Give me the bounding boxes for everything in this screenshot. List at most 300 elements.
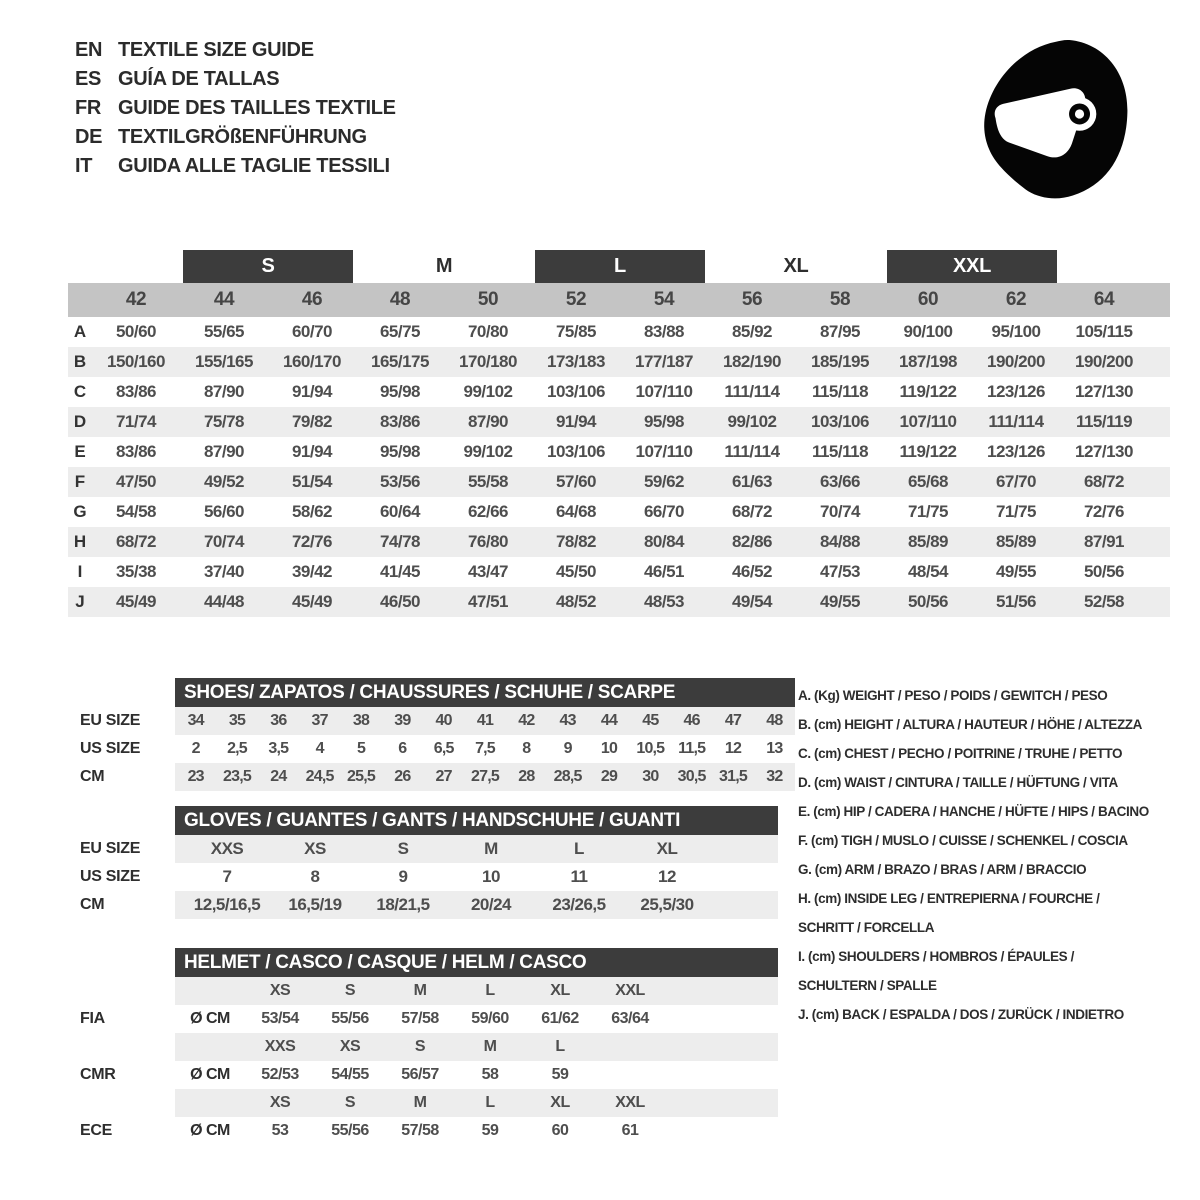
measurement-value: 48/54 (907, 562, 949, 581)
measurement-value: 68/72 (115, 532, 157, 551)
legend-line: B. (cm) HEIGHT / ALTURA / HAUTEUR / HÖHE / ALTEZZA (798, 717, 1142, 732)
glove-size-value: 8 (310, 867, 320, 886)
measurement-value: 103/106 (547, 442, 605, 461)
shoe-size-value: 13 (766, 740, 783, 757)
measurement-letter: I (77, 562, 83, 581)
measurement-value: 52/58 (1083, 592, 1125, 611)
measurement-value: 123/126 (987, 442, 1045, 461)
measurement-value: 111/114 (724, 382, 780, 401)
measurement-letter: F (74, 472, 86, 491)
measurement-value: 43/47 (467, 562, 509, 581)
helmet-value: 54/55 (331, 1066, 369, 1083)
measurement-value: 95/98 (379, 442, 421, 461)
measurement-value: 155/165 (195, 352, 253, 371)
shoe-size-value: 40 (435, 712, 452, 729)
language-code: IT (75, 155, 93, 177)
size-number: 44 (213, 289, 235, 310)
measurement-value: 50/60 (115, 322, 157, 341)
size-number: 42 (125, 289, 147, 310)
measurement-value: 83/86 (115, 382, 157, 401)
glove-size-row (175, 891, 778, 919)
measurement-value: 45/50 (555, 562, 597, 581)
measurement-row (68, 467, 1170, 497)
shoe-size-value: 24 (270, 768, 287, 785)
helmet-size-row (175, 977, 778, 1005)
measurement-value: 190/200 (1075, 352, 1133, 371)
measurement-row (68, 347, 1170, 377)
helmet-value: 53 (271, 1122, 289, 1139)
legend-line: J. (cm) BACK / ESPALDA / DOS / ZURÜCK / INDIETRO (798, 1007, 1124, 1022)
measurement-value: 115/118 (811, 382, 869, 401)
size-group-s: S (183, 250, 353, 283)
language-code: FR (75, 97, 102, 119)
glove-size-value: L (574, 839, 584, 858)
measurement-value: 91/94 (555, 412, 597, 431)
shoe-size-value: 45 (642, 712, 659, 729)
measurement-value: 173/183 (547, 352, 605, 371)
row-label: US SIZE (80, 868, 141, 885)
measurement-value: 90/100 (903, 322, 953, 341)
measurement-value: 71/75 (995, 502, 1037, 521)
measurement-row (68, 497, 1170, 527)
shoe-size-value: 8 (522, 740, 531, 757)
helmet-value: 59/60 (471, 1010, 509, 1027)
shoe-size-value: 35 (228, 712, 246, 729)
helmet-size: XS (269, 982, 291, 999)
legend-line: E. (cm) HIP / CADERA / HANCHE / HÜFTE / HIPS / BACINO (798, 804, 1149, 819)
measurement-value: 190/200 (987, 352, 1045, 371)
language-row (75, 94, 396, 123)
size-number: 46 (301, 289, 323, 310)
measurement-rows (68, 317, 1170, 617)
language-code: EN (75, 39, 103, 61)
helmet-value: 57/58 (401, 1010, 439, 1027)
measurement-letter: D (73, 412, 87, 431)
measurement-row (68, 527, 1170, 557)
empty-cell (175, 1089, 245, 1117)
row-label: EU SIZE (80, 712, 141, 729)
helmet-size: M (483, 1038, 497, 1055)
shoe-size-value: 6 (398, 740, 407, 757)
shoe-size-value: 3,5 (268, 740, 289, 757)
legend-line: H. (cm) INSIDE LEG / ENTREPIERNA / FOURCHE / (798, 891, 1100, 906)
language-code: ES (75, 68, 102, 90)
helmet-size-row (175, 1033, 778, 1061)
measurement-letter: B (73, 352, 87, 371)
measurement-value: 60/70 (291, 322, 333, 341)
shoe-size-value: 43 (559, 712, 576, 729)
size-number: 62 (1005, 289, 1027, 310)
shoe-size-value: 28 (518, 768, 535, 785)
racing-helmet-icon (972, 32, 1140, 206)
measurement-value: 107/110 (635, 442, 693, 461)
measurement-value: 45/49 (291, 592, 333, 611)
measurement-value: 185/195 (811, 352, 869, 371)
measurement-value: 103/106 (811, 412, 869, 431)
helmet-value: 61 (621, 1122, 639, 1139)
measurement-value: 80/84 (643, 532, 685, 551)
measurement-value: 85/92 (731, 322, 773, 341)
size-group-xxl: XXL (887, 250, 1057, 283)
measurement-value: 87/95 (819, 322, 861, 341)
standard-label: ECE (80, 1122, 112, 1139)
legend-line: F. (cm) TIGH / MUSLO / CUISSE / SCHENKEL / COSCIA (798, 833, 1128, 848)
row-label: CM (80, 768, 105, 785)
glove-size-value: 10 (482, 867, 500, 886)
measurement-value: 45/49 (115, 592, 157, 611)
measurement-value: 68/72 (1083, 472, 1125, 491)
helmet-size: XL (550, 982, 570, 999)
helmet-size: S (344, 1094, 356, 1111)
measurement-value: 37/40 (203, 562, 245, 581)
measurement-value: 47/50 (115, 472, 157, 491)
measurement-value: 71/74 (115, 412, 157, 431)
measurement-value: 160/170 (283, 352, 341, 371)
shoe-size-value: 29 (600, 768, 618, 785)
size-group-m: M (435, 255, 453, 277)
helmet-value: 55/56 (331, 1010, 369, 1027)
glove-size-row (175, 835, 778, 863)
measurement-value: 72/76 (291, 532, 333, 551)
shoe-size-row (175, 735, 795, 763)
glove-size-value: XS (304, 839, 326, 858)
measurement-value: 165/175 (371, 352, 429, 371)
legend-item (798, 681, 1170, 710)
measurement-value: 49/55 (995, 562, 1037, 581)
measurement-value: 87/90 (467, 412, 509, 431)
size-group-xl: XL (783, 255, 809, 277)
size-number: 64 (1093, 289, 1115, 310)
measurement-value: 83/88 (643, 322, 685, 341)
measurement-value: 91/94 (291, 382, 333, 401)
measurement-value: 54/58 (115, 502, 157, 521)
shoe-size-value: 11,5 (678, 740, 706, 757)
measurement-value: 58/62 (291, 502, 333, 521)
glove-size-value: XL (656, 839, 678, 858)
glove-size-value: XXS (210, 839, 244, 858)
measurement-value: 61/63 (731, 472, 773, 491)
shoe-size-value: 24,5 (305, 768, 334, 785)
measurement-row (68, 317, 1170, 347)
helmet-value: 60 (551, 1122, 569, 1139)
shoe-size-value: 5 (356, 740, 366, 757)
legend-item (798, 710, 1170, 739)
shoe-size-value: 44 (600, 712, 618, 729)
shoe-size-value: 34 (187, 712, 204, 729)
measurement-value: 74/78 (379, 532, 421, 551)
glove-size-value: M (484, 839, 498, 858)
measurement-legend (798, 681, 1170, 1029)
helmet-size: L (485, 1094, 495, 1111)
measurement-value: 85/89 (995, 532, 1037, 551)
size-number: 52 (565, 289, 587, 310)
shoe-size-value: 28,5 (553, 768, 582, 785)
legend-line: C. (cm) CHEST / PECHO / POITRINE / TRUHE / PETTO (798, 746, 1123, 761)
language-row (75, 123, 396, 152)
measurement-value: 123/126 (987, 382, 1045, 401)
size-number: 56 (741, 289, 763, 310)
glove-size-value: 7 (222, 867, 232, 886)
size-number-row (68, 283, 1170, 317)
helmet-value: 53/54 (261, 1010, 299, 1027)
standard-label: CMR (80, 1066, 116, 1083)
helmet-value-row (175, 1005, 778, 1033)
legend-line: SCHRITT / FORCELLA (798, 920, 935, 935)
measurement-value: 67/70 (995, 472, 1037, 491)
measurement-value: 64/68 (555, 502, 597, 521)
measurement-value: 70/74 (819, 502, 861, 521)
shoe-size-value: 25,5 (347, 768, 375, 785)
shoe-size-value: 30,5 (677, 768, 706, 785)
measurement-row (68, 377, 1170, 407)
glove-size-value: 12,5/16,5 (193, 895, 261, 914)
measurement-value: 99/102 (727, 412, 777, 431)
measurement-letter: H (73, 532, 87, 551)
legend-item (798, 797, 1170, 826)
measurement-value: 68/72 (731, 502, 773, 521)
measurement-value: 46/51 (643, 562, 685, 581)
diameter-unit-label: Ø CM (190, 1122, 230, 1139)
legend-line: D. (cm) WAIST / CINTURA / TAILLE / HÜFTUNG / VITA (798, 775, 1118, 790)
language-row (75, 152, 396, 181)
helmet-value: 55/56 (331, 1122, 369, 1139)
helmet-size: L (555, 1038, 565, 1055)
helmet-size: XL (550, 1094, 570, 1111)
helmet-value: 59 (551, 1066, 569, 1083)
measurement-value: 53/56 (379, 472, 421, 491)
measurement-value: 50/56 (907, 592, 949, 611)
helmet-size: XXS (264, 1038, 296, 1055)
measurement-value: 119/122 (899, 382, 957, 401)
measurement-value: 70/74 (203, 532, 245, 551)
glove-size-value: 12 (658, 867, 676, 886)
glove-size-value: 20/24 (470, 895, 512, 914)
measurement-value: 107/110 (899, 412, 957, 431)
measurement-value: 76/80 (467, 532, 509, 551)
measurement-value: 51/54 (291, 472, 333, 491)
legend-item (798, 1000, 1170, 1029)
helmet-size: XS (269, 1094, 291, 1111)
shoe-size-value: 38 (352, 712, 370, 729)
shoe-size-value: 47 (724, 712, 742, 729)
glove-size-value: 25,5/30 (640, 895, 694, 914)
row-label: EU SIZE (80, 840, 141, 857)
measurement-value: 170/180 (459, 352, 517, 371)
measurement-value: 49/54 (731, 592, 773, 611)
measurement-value: 49/55 (819, 592, 861, 611)
diameter-unit-label: Ø CM (190, 1010, 230, 1027)
measurement-value: 127/130 (1075, 382, 1133, 401)
shoe-size-value: 23 (187, 768, 204, 785)
size-group-l: L (535, 250, 705, 283)
measurement-value: 105/115 (1075, 322, 1133, 341)
measurement-value: 79/82 (291, 412, 333, 431)
measurement-letter: A (73, 322, 87, 341)
measurement-value: 57/60 (555, 472, 597, 491)
measurement-value: 99/102 (463, 382, 513, 401)
gloves-table-header: GLOVES / GUANTES / GANTS / HANDSCHUHE / GUANTI (175, 806, 778, 835)
language-titles (75, 36, 396, 181)
measurement-row (68, 557, 1170, 587)
measurement-value: 39/42 (291, 562, 333, 581)
measurement-value: 46/50 (379, 592, 421, 611)
shoe-size-value: 31,5 (719, 768, 747, 785)
shoe-size-value: 2 (191, 740, 200, 757)
measurement-value: 44/48 (203, 592, 245, 611)
glove-size-value: 16,5/19 (288, 895, 342, 914)
measurement-value: 78/82 (555, 532, 597, 551)
measurement-value: 70/80 (467, 322, 509, 341)
helmet-value: 52/53 (261, 1066, 299, 1083)
textile-size-table (68, 250, 1170, 617)
legend-line: G. (cm) ARM / BRAZO / BRAS / ARM / BRACCIO (798, 862, 1087, 877)
measurement-value: 72/76 (1083, 502, 1125, 521)
measurement-value: 187/198 (899, 352, 957, 371)
measurement-value: 103/106 (547, 382, 605, 401)
measurement-value: 115/119 (1075, 412, 1133, 431)
measurement-value: 71/75 (907, 502, 949, 521)
measurement-value: 91/94 (291, 442, 333, 461)
shoe-size-value: 30 (642, 768, 659, 785)
measurement-value: 75/85 (555, 322, 597, 341)
helmet-size: S (344, 982, 356, 999)
glove-size-value: S (397, 839, 409, 858)
helmet-value: 58 (481, 1066, 499, 1083)
measurement-value: 82/86 (731, 532, 773, 551)
helmet-value: 61/62 (541, 1010, 579, 1027)
legend-item (798, 855, 1170, 884)
diameter-unit-label: Ø CM (190, 1066, 230, 1083)
legend-item (798, 739, 1170, 768)
helmet-table-header: HELMET / CASCO / CASQUE / HELM / CASCO (175, 948, 778, 977)
measurement-letter: C (73, 382, 87, 401)
helmet-value: 56/57 (401, 1066, 439, 1083)
helmet-size: XXL (615, 1094, 645, 1111)
shoe-size-value: 27,5 (471, 768, 499, 785)
helmet-size: S (414, 1038, 426, 1055)
measurement-value: 87/90 (203, 442, 245, 461)
measurement-value: 177/187 (635, 352, 693, 371)
helmet-size: XS (339, 1038, 361, 1055)
language-title: TEXTILGRÖßENFÜHRUNG (118, 126, 367, 148)
size-number: 50 (477, 289, 499, 310)
measurement-value: 56/60 (203, 502, 245, 521)
measurement-value: 55/65 (203, 322, 245, 341)
shoe-size-value: 6,5 (433, 740, 454, 757)
empty-cell (175, 1033, 245, 1061)
measurement-letter: E (74, 442, 86, 461)
measurement-row (68, 587, 1170, 617)
measurement-value: 115/118 (811, 442, 869, 461)
language-title: GUIDE DES TAILLES TEXTILE (118, 97, 396, 119)
shoe-size-value: 42 (518, 712, 535, 729)
shoe-size-value: 26 (394, 768, 411, 785)
racing-helmet-icon-svg (972, 32, 1140, 206)
shoe-size-value: 10 (600, 740, 618, 757)
legend-line: I. (cm) SHOULDERS / HOMBROS / ÉPAULES / (798, 949, 1074, 964)
shoe-size-value: 2,5 (227, 740, 247, 757)
measurement-value: 95/98 (643, 412, 685, 431)
helmet-value: 59 (481, 1122, 499, 1139)
measurement-value: 95/98 (379, 382, 421, 401)
measurement-row (68, 407, 1170, 437)
standard-label: FIA (80, 1010, 105, 1027)
measurement-row (68, 437, 1170, 467)
helmet-value: 63/64 (611, 1010, 649, 1027)
legend-item (798, 826, 1170, 855)
size-number: 54 (653, 289, 675, 310)
legend-item (798, 884, 1170, 942)
measurement-value: 111/114 (724, 442, 780, 461)
glove-size-value: 18/21,5 (376, 895, 430, 914)
shoe-size-value: 32 (766, 768, 783, 785)
shoe-size-value: 41 (476, 712, 494, 729)
measurement-value: 87/91 (1083, 532, 1125, 551)
measurement-value: 84/88 (819, 532, 861, 551)
measurement-value: 65/75 (379, 322, 421, 341)
language-code: DE (75, 126, 103, 148)
legend-line: SCHULTERN / SPALLE (798, 978, 937, 993)
measurement-value: 59/62 (643, 472, 685, 491)
helmet-value-row (175, 1117, 778, 1145)
shoe-size-value: 12 (724, 740, 742, 757)
shoe-size-value: 23,5 (223, 768, 251, 785)
measurement-value: 50/56 (1083, 562, 1125, 581)
language-title: GUIDA ALLE TAGLIE TESSILI (118, 155, 390, 177)
measurement-value: 35/38 (115, 562, 157, 581)
shoe-size-value: 9 (563, 740, 572, 757)
glove-size-value: 23/26,5 (552, 895, 606, 914)
shoe-size-value: 37 (311, 712, 328, 729)
language-row (75, 36, 396, 65)
measurement-value: 66/70 (643, 502, 685, 521)
helmet-value-row (175, 1061, 778, 1089)
measurement-value: 62/66 (467, 502, 509, 521)
shoe-size-value: 4 (315, 740, 324, 757)
measurement-value: 83/86 (379, 412, 421, 431)
measurement-value: 41/45 (379, 562, 421, 581)
shoe-size-value: 7,5 (475, 740, 495, 757)
measurement-value: 99/102 (463, 442, 513, 461)
measurement-value: 55/58 (467, 472, 509, 491)
glove-size-row (175, 863, 778, 891)
size-number: 60 (917, 289, 939, 310)
empty-cell (175, 977, 245, 1005)
measurement-value: 150/160 (107, 352, 165, 371)
measurement-value: 111/114 (988, 412, 1044, 431)
measurement-value: 182/190 (723, 352, 781, 371)
language-row (75, 65, 396, 94)
glove-size-value: 9 (398, 867, 408, 886)
measurement-value: 63/66 (819, 472, 861, 491)
measurement-value: 107/110 (635, 382, 693, 401)
measurement-value: 119/122 (899, 442, 957, 461)
measurement-value: 127/130 (1075, 442, 1133, 461)
helmet-size-row (175, 1089, 778, 1117)
measurement-value: 48/52 (555, 592, 597, 611)
row-label: US SIZE (80, 740, 141, 757)
measurement-value: 47/53 (819, 562, 861, 581)
row-label-spacer (68, 283, 92, 317)
shoe-size-value: 46 (683, 712, 700, 729)
measurement-value: 48/53 (643, 592, 685, 611)
language-title: GUÍA DE TALLAS (118, 68, 280, 90)
row-label: CM (80, 896, 105, 913)
size-number: 48 (389, 289, 411, 310)
legend-line: A. (Kg) WEIGHT / PESO / POIDS / GEWITCH / PESO (798, 688, 1108, 703)
measurement-value: 85/89 (907, 532, 949, 551)
helmet-size: M (413, 982, 427, 999)
